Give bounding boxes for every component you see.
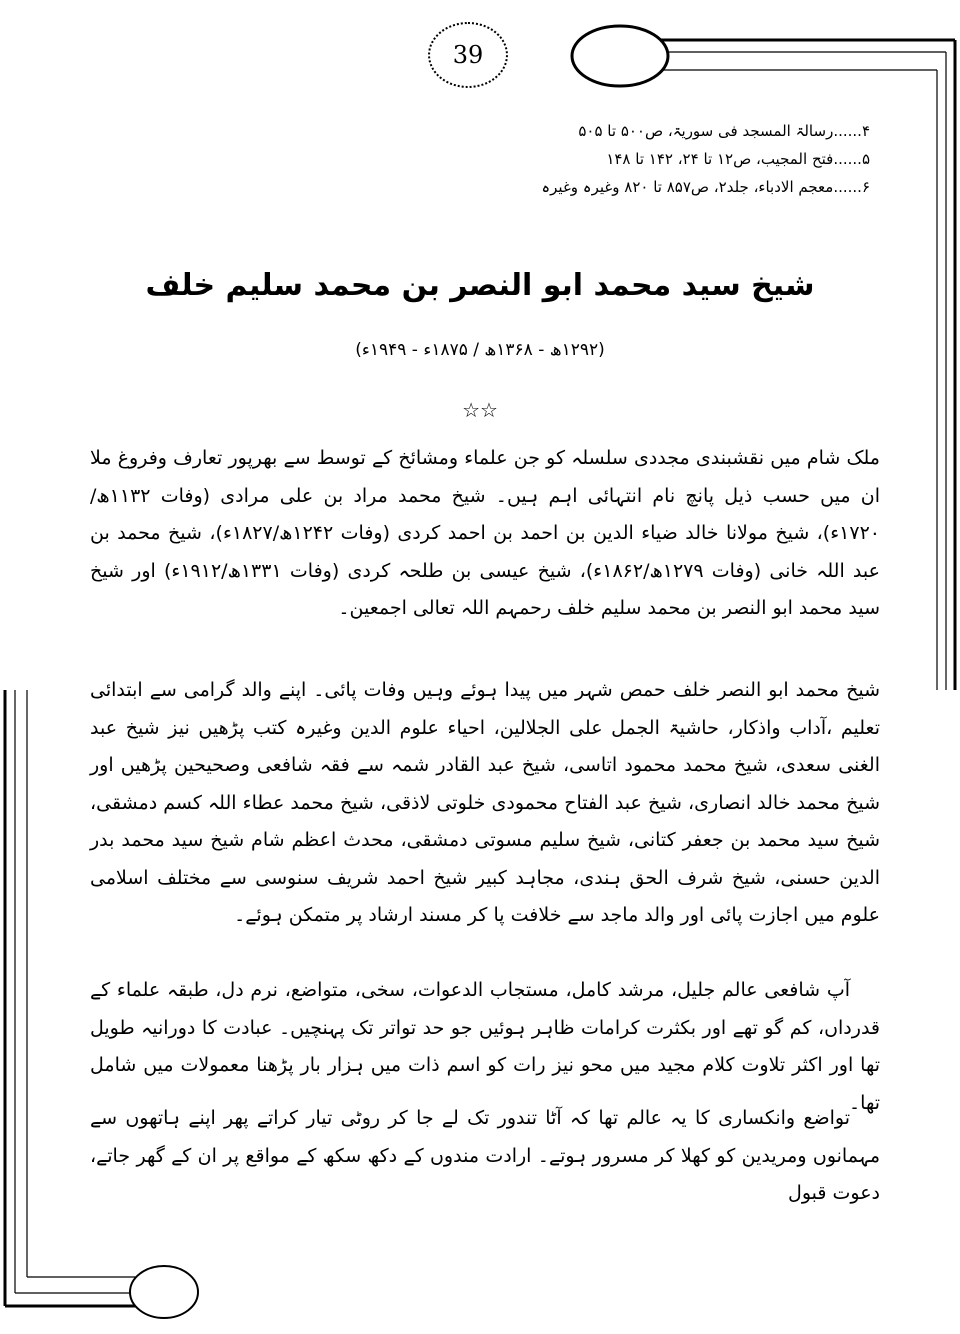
article-title: شیخ سید محمد ابو النصر بن محمد سلیم خلف (145, 268, 815, 303)
page-number (428, 22, 508, 88)
paragraph-3: آپ شافعی عالم جلیل، مرشد کامل، مستجاب الدعوات، سخی، متواضع، نرم دل، طبقہ علماء کے قدرداں، کم گو تھے اور بکثرت کرامات ظاہر ہوئیں جو حد تواتر تک پہنچیں۔ عبادت کا دورانیہ طویل تھا اور اکثر تلاوت کلام مجید میں محو نیز رات کو اسم ذات میں ہزار بار پڑھنا معمولات میں شامل تھا۔ (90, 979, 880, 1114)
paragraph-4: تواضع وانکساری کا یہ عالم تھا کہ آٹا تندور تک لے جا کر روٹی تیار کراتے پھر اپنے ہاتھوں سے مہمانوں ومریدین کو کھلا کر مسرور ہوتے۔ ارادت مندوں کے دکھ سکھ کے مواقع پر ان کے گھر جاتے، دعوت قبول (90, 1107, 880, 1204)
footnote-6: ۶......معجم الادباء، جلد۲، ص۸۵۷ تا ۸۲۰ وغیرہ وغیرہ (541, 178, 870, 196)
star-divider: ☆☆ (462, 398, 498, 422)
paragraph-2: شیخ محمد ابو النصر خلف حمص شہر میں پیدا ہوئے وہیں وفات پائی۔ اپنے والد گرامی سے ابتدائی تعلیم ،آداب واذکار، حاشیۃ الجمل علی الجلالین، احیاء علوم الدین وغیرہ کتب پڑھیں نیز شیخ عبد الغنی سعدی، شیخ محمد محمود اتاسی، شیخ عبد القادر شمہ سے فقہ شافعی وصحیحین پڑھیں اور شیخ محمد خالد انصاری، شیخ عبد الفتاح محمودی خلوتی لاذقی، شیخ محمد عطاء اللہ کسم دمشقی، شیخ سید محمد بن جعفر کتانی، شیخ سلیم مسوتی دمشقی، محدث اعظم شام شیخ سید محمد بدر الدین حسنی، شیخ شرف الحق ہندی، مجاہد کبیر شیخ احمد شریف سنوسی سے مختلف اسلامی علوم میں اجازت پائی اور والد ماجد سے خلافت پا کر مسند ارشاد پر متمکن ہوئے۔ (90, 679, 880, 926)
paragraph-1: ملک شام میں نقشبندی مجددی سلسلہ کو جن علماء ومشائخ کے توسط سے بھرپور تعارف وفروغ ملا ان میں حسب ذیل پانچ نام انتہائی اہم ہیں۔ شیخ محمد مراد بن علی مرادی (وفات ۱۱۳۲ھ/ ۱۷۲۰ء)، شیخ مولانا خالد ضیاء الدین بن احمد بن احمد کردی (وفات ۱۲۴۲ھ/۱۸۲۷ء)، شیخ محمد بن عبد اللہ خانی (وفات ۱۲۷۹ھ/۱۸۶۲ء)، شیخ عیسی بن طلحہ کردی (وفات ۱۳۳۱ھ/۱۹۱۲ء) اور شیخ سید محمد ابو النصر بن محمد سلیم خلف رحمہم اللہ تعالی اجمعین۔ (90, 447, 880, 619)
footnote-4: ۴......رسالۃ المسجد فی سوریۃ، ص۵۰۰ تا ۵۰۵ (578, 122, 870, 140)
article-dates: (۱۲۹۲ھ - ۱۳۶۸ھ / ۱۸۷۵ء - ۱۹۴۹ء) (355, 340, 605, 360)
footnote-5: ۵......فتح المجیب، ص۱۲ تا ۲۴، ۱۴۲ تا ۱۴۸ (606, 150, 870, 168)
page-number-text: 39 (452, 41, 484, 69)
